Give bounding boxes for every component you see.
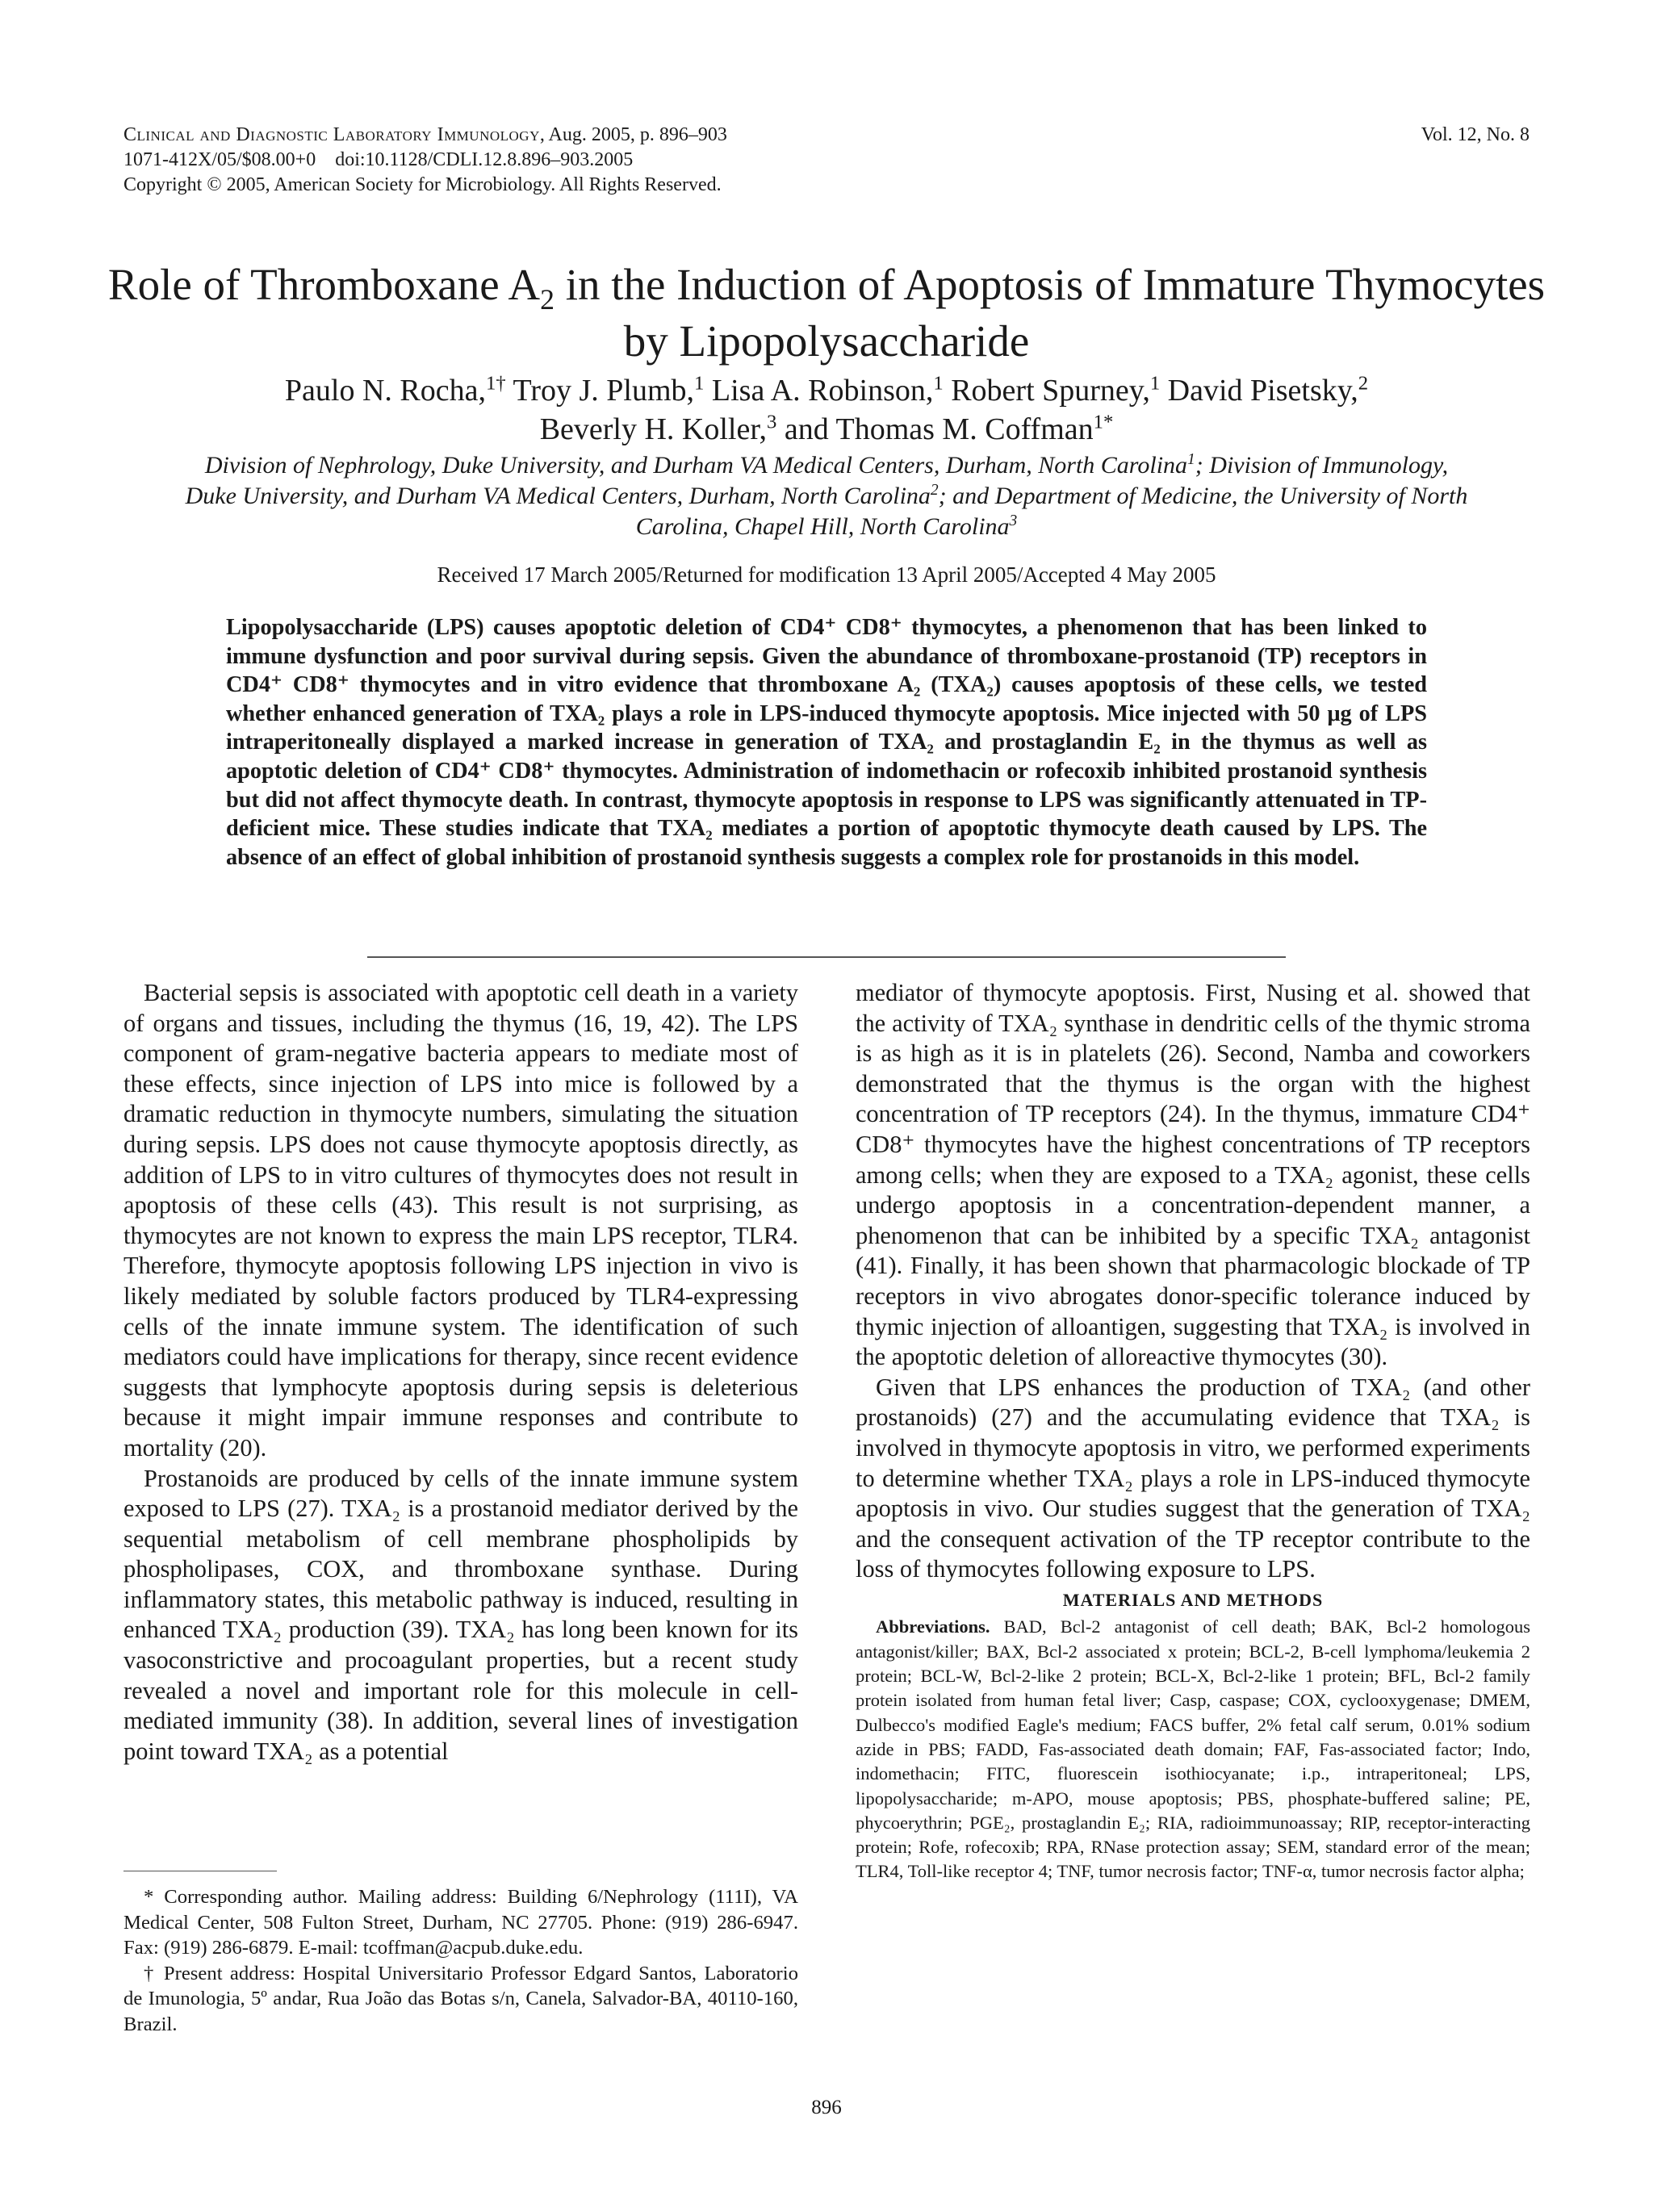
author: Paulo N. Rocha,$^{1\dagger}$ (284, 372, 506, 408)
author: Beverly H. Koller,$^3$ (539, 411, 777, 446)
title-part1: Role of Thromboxane A (107, 260, 541, 309)
received-dates: Received 17 March 2005/Returned for modification 13 April 2005/Accepted 4 May 2005 (437, 562, 1216, 587)
volume-issue: Vol. 12, No. 8 (1421, 124, 1530, 145)
affiliations: Division of Nephrology, Duke University, and Durham VA Medical Centers, Durham, North Carolina$^1$; Division of Immunology, Duke University, and Durham VA Medical Centers, Durham, North Carolina$^2$; and Department of Medicine, the University of North Carolina, Chapel Hill, North Carolina$^3$ (185, 451, 1468, 540)
running-header (123, 123, 1011, 198)
issn-doi: 1071-412X/05/$08.00+0 doi:10.1128/CDLI.12.8.896–903.2005 (123, 149, 634, 170)
title-part2: in the Induction of Apoptosis of Immature Thymocytes by Lipopolysaccharide (554, 260, 1546, 366)
copyright: Copyright © 2005, American Society for Microbiology. All Rights Reserved. (123, 174, 722, 195)
abstract-divider (367, 956, 1286, 958)
paragraph: Given that LPS enhances the production of TXA₂ (and other prostanoids) (27) and the accumulating evidence that TXA₂ is involved in thymocyte apoptosis in vitro, we performed experiments to determine whether TXA₂ plays a role in LPS-induced thymocyte apoptosis in vivo. Our studies suggest that the generation of TXA₂ and the consequent activation of the TP receptor contribute to the loss of thymocytes following exposure to LPS. (856, 1373, 1530, 1583)
journal-name: Clinical and Diagnostic Laboratory Immunology (123, 124, 540, 145)
author: Lisa A. Robinson,$^1$ (704, 372, 944, 408)
abbreviations-paragraph (856, 1615, 1530, 1884)
journal-citation-line (123, 123, 1011, 148)
author: Troy J. Plumb,$^1$ (505, 372, 705, 408)
author: David Pisetsky,$^2$ (1160, 372, 1369, 408)
author: Robert Spurney,$^1$ (943, 372, 1161, 408)
paragraph: mediator of thymocyte apoptosis. First, Nusing et al. showed that the activity of TXA₂ synthase in dendritic cells of the thymic stroma is as high as it is in platelets (26). Second, Namba and coworkers demonstrated that the thymus is the organ with the highest concentration of TP receptors (24). In the thymus, immature CD4⁺ CD8⁺ thymocytes have the highest concentrations of TP receptors among cells; when they are exposed to a TXA₂ agonist, these cells undergo apoptosis in a concentration-dependent manner, a phenomenon that can be inhibited by a specific TXA₂ antagonist (41). Finally, it has been shown that pharmacologic blockade of TP receptors in vivo abrogates donor-specific tolerance induced by thymic injection of alloantigen, suggesting that TXA₂ is involved in the apoptotic deletion of alloreactive thymocytes (30). (856, 979, 1530, 1371)
section-heading: MATERIALS AND METHODS (1062, 1589, 1324, 1610)
paragraph: Prostanoids are produced by cells of the innate immune system exposed to LPS (27). TXA₂ is a prostanoid mediator derived by the sequential metabolism of cell membrane phospholipids by phospholipases, COX, and thromboxane synthase. During inflammatory states, this metabolic pathway is induced, resulting in enhanced TXA₂ production (39). TXA₂ has long been known for its vasoconstrictive and procoagulant properties, but a recent study revealed a novel and important role for this molecule in cell-mediated immunity (38). In addition, several lines of investigation point toward TXA₂ as a potential (123, 1464, 798, 1765)
page-number: 896 (811, 2097, 842, 2118)
footnote-present-address: † Present address: Hospital Universitario Professor Edgard Santos, Laboratorio de Imunologia, 5º andar, Rua João das Botas s/n, Canela, Salvador-BA, 40110-160, Brazil. (123, 1962, 798, 2035)
title-subscript: 2 (540, 283, 554, 316)
footnote-corresponding: * Corresponding author. Mailing address: Building 6/Nephrology (111I), VA Medical Center, 508 Fulton Street, Durham, NC 27705. Phone: (919) 286-6947. Fax: (919) 286-6879. E-mail: tcoffman@acpub.duke.edu. (123, 1886, 798, 1959)
body-column-right (856, 978, 1530, 1884)
abstract: Lipopolysaccharide (LPS) causes apoptotic deletion of CD4⁺ CD8⁺ thymocytes, a phenomenon that has been linked to immune dysfunction and poor survival during sepsis. Given the abundance of thromboxane-prostanoid (TP) receptors in CD4⁺ CD8⁺ thymocytes and in vitro evidence that thromboxane A₂ (TXA₂) causes apoptosis of these cells, we tested whether enhanced generation of TXA₂ plays a role in LPS-induced thymocyte apoptosis. Mice injected with 50 μg of LPS intraperitoneally displayed a marked increase in generation of TXA₂ and prostaglandin E₂ in the thymus as well as apoptotic deletion of CD4⁺ CD8⁺ thymocytes. Administration of indomethacin or rofecoxib inhibited prostanoid synthesis but did not affect thymocyte death. In contrast, thymocyte apoptosis in response to LPS was significantly attenuated in TP-deficient mice. These studies indicate that TXA₂ mediates a portion of apoptotic thymocyte death caused by LPS. The absence of an effect of global inhibition of prostanoid synthesis suggests a complex role for prostanoids in this model. (226, 615, 1427, 870)
author: and Thomas M. Coffman$^{1*}$ (776, 411, 1114, 446)
article-title (105, 257, 1548, 370)
footnotes (123, 1884, 798, 2037)
citation: , Aug. 2005, p. 896–903 (539, 124, 727, 145)
body-column-left (123, 978, 798, 1767)
abbreviations-text: BAD, Bcl-2 antagonist of cell death; BAK, Bcl-2 homologous antagonist/killer; BAX, Bcl-2 associated x protein; BCL-2, B-cell lymphoma/leukemia 2 protein; BCL-W, Bcl-2-like 2 protein; BCL-X, Bcl-2-like 1 protein; BFL, Bcl-2 family protein isolated from human fetal liver; Casp, caspase; COX, cyclooxygenase; DMEM, Dulbecco's modified Eagle's medium; FACS buffer, 2% fetal calf serum, 0.01% sodium azide in PBS; FADD, Fas-associated death domain; FAF, Fas-associated factor; Indo, indomethacin; FITC, fluorescein isothiocyanate; i.p., intraperitoneal; LPS, lipopolysaccharide; m-APO, mouse apoptosis; PBS, phosphate-buffered saline; PE, phycoerythrin; PGE₂, prostaglandin E₂; RIA, radioimmunoassay; RIP, receptor-interacting protein; Rofe, rofecoxib; RPA, RNase protection assay; SEM, standard error of the mean; TLR4, Toll-like receptor 4; TNF, tumor necrosis factor; TNF-α, tumor necrosis factor alpha; (856, 1616, 1530, 1882)
paragraph: Bacterial sepsis is associated with apoptotic cell death in a variety of organs and tissues, including the thymus (16, 19, 42). The LPS component of gram-negative bacteria appears to mediate most of these effects, since injection of LPS into mice is followed by a dramatic reduction in thymocyte numbers, simulating the situation during sepsis. LPS does not cause thymocyte apoptosis directly, as addition of LPS to in vitro cultures of thymocytes does not result in apoptosis of these cells (43). This result is not surprising, as thymocytes are not known to express the main LPS receptor, TLR4. Therefore, thymocyte apoptosis following LPS injection in vivo is likely mediated by soluble factors produced by TLR4-expressing cells of the innate immune system. The identification of such mediators could have implications for therapy, since recent evidence suggests that lymphocyte apoptosis during sepsis is deleterious because it might impair immune responses and contribute to mortality (20). (123, 979, 798, 1461)
abbreviations-label: Abbreviations. (876, 1616, 990, 1637)
author-list (161, 371, 1492, 449)
